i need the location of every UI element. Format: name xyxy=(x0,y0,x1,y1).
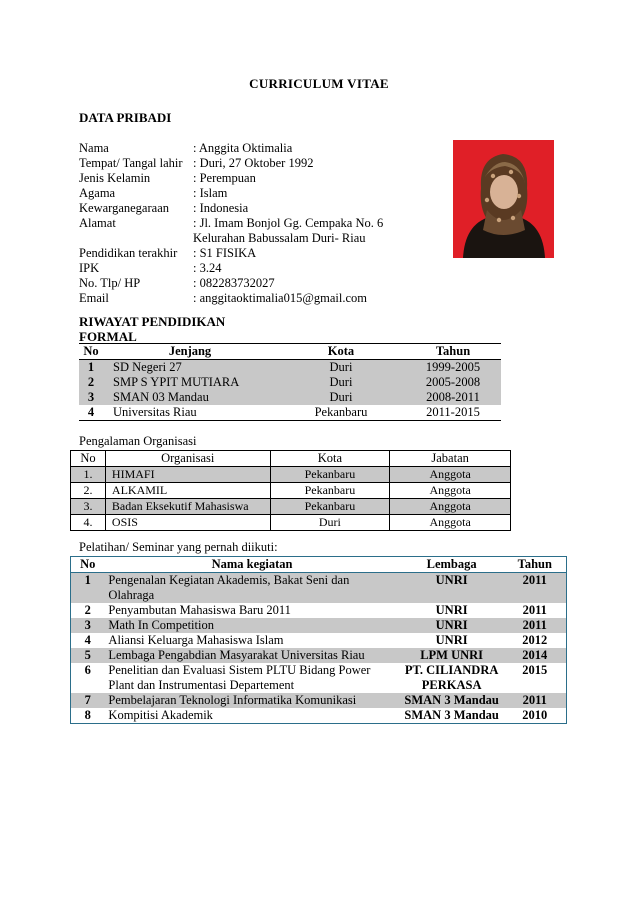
table-row xyxy=(71,693,567,708)
personal-label: Tempat/ Tangal lahir xyxy=(79,156,183,170)
cell-no: 4. xyxy=(71,515,106,531)
institution-line: UNRI xyxy=(435,633,468,647)
personal-row xyxy=(79,230,366,246)
cell-no: 3 xyxy=(79,390,103,405)
cell-activity xyxy=(104,573,399,604)
personal-value: : Islam xyxy=(193,186,228,200)
table-row xyxy=(71,467,511,483)
cell-year: 2011 xyxy=(504,693,567,708)
cell-year: 2011 xyxy=(504,573,567,604)
personal-label: Kewarganegaraan xyxy=(79,201,169,215)
institution-line: PERKASA xyxy=(421,678,482,692)
cell-institution xyxy=(400,693,504,708)
training-heading: Pelatihan/ Seminar yang pernah diikuti: xyxy=(79,540,278,554)
cell-city: Pekanbaru xyxy=(277,405,405,421)
page-title: CURRICULUM VITAE xyxy=(249,76,389,91)
personal-value: : Duri, 27 Oktober 1992 xyxy=(193,156,314,170)
cell-institution xyxy=(400,633,504,648)
cell-activity xyxy=(104,708,399,724)
col-header-level: Jenjang xyxy=(103,344,277,360)
institution-line: UNRI xyxy=(435,618,468,632)
activity-line: Penelitian dan Evaluasi Sistem PLTU Bidang Power xyxy=(108,663,371,677)
personal-label: IPK xyxy=(79,261,100,275)
personal-value: : 082283732027 xyxy=(193,276,275,290)
table-row xyxy=(71,603,567,618)
table-row xyxy=(71,515,511,531)
cell-position: Anggota xyxy=(390,483,511,499)
cell-institution xyxy=(400,663,504,693)
profile-photo xyxy=(453,140,554,258)
activity-line: Aliansi Keluarga Mahasiswa Islam xyxy=(108,633,284,647)
personal-heading: DATA PRIBADI xyxy=(79,110,172,125)
cell-institution xyxy=(400,708,504,724)
personal-label: Email xyxy=(79,291,109,305)
cell-position: Anggota xyxy=(390,515,511,531)
table-row xyxy=(79,360,501,376)
cell-no: 5 xyxy=(71,648,105,663)
personal-row xyxy=(79,275,275,291)
education-heading: RIWAYAT PENDIDIKAN xyxy=(79,314,226,329)
cell-institution xyxy=(400,603,504,618)
cell-year: 2014 xyxy=(504,648,567,663)
cell-year: 2005-2008 xyxy=(405,375,501,390)
table-row xyxy=(79,405,501,421)
personal-row xyxy=(79,140,292,156)
activity-line: Math In Competition xyxy=(108,618,214,632)
personal-label: Jenis Kelamin xyxy=(79,171,151,185)
col-header-year: Tahun xyxy=(504,557,567,573)
table-row xyxy=(79,390,501,405)
cell-year: 2011 xyxy=(522,603,547,617)
table-row xyxy=(71,483,511,499)
personal-label: Pendidikan terakhir xyxy=(79,246,178,260)
personal-value: : Indonesia xyxy=(193,201,249,215)
cell-no: 3 xyxy=(71,618,105,633)
cell-no: 8 xyxy=(71,708,105,724)
table-row xyxy=(71,618,567,633)
col-header-position: Jabatan xyxy=(390,451,511,467)
activity-line: Olahraga xyxy=(108,588,155,602)
personal-value: : 3.24 xyxy=(193,261,222,275)
organization-heading: Pengalaman Organisasi xyxy=(79,434,197,448)
table-row xyxy=(71,648,567,663)
col-header-no: No xyxy=(79,344,103,360)
cell-no: 3. xyxy=(71,499,106,515)
table-row xyxy=(71,573,567,604)
cell-activity xyxy=(104,693,399,708)
col-header-no: No xyxy=(71,557,105,573)
personal-row xyxy=(79,260,221,276)
activity-line: Lembaga Pengabdian Masyarakat Universitas Riau xyxy=(108,648,365,662)
institution-line: SMAN 3 Mandau xyxy=(404,693,499,707)
cell-organization: OSIS xyxy=(105,515,270,531)
training-table xyxy=(70,556,567,724)
cell-activity xyxy=(104,618,399,633)
cell-activity xyxy=(104,603,399,618)
col-header-no: No xyxy=(71,451,106,467)
cell-year: 1999-2005 xyxy=(405,360,501,376)
institution-line: LPM UNRI xyxy=(420,648,484,662)
cell-activity xyxy=(104,663,399,693)
cell-institution xyxy=(400,648,504,663)
activity-line: Kompitisi Akademik xyxy=(108,708,213,722)
activity-line: Pengenalan Kegiatan Akademis, Bakat Seni dan xyxy=(108,573,350,587)
cell-institution xyxy=(400,618,504,633)
personal-row xyxy=(79,170,256,186)
education-table xyxy=(79,343,501,421)
cell-year: 2010 xyxy=(504,708,567,724)
table-row xyxy=(71,708,567,724)
cell-year: 2015 xyxy=(522,663,548,677)
personal-value: : Perempuan xyxy=(193,171,256,185)
cell-position: Anggota xyxy=(390,499,511,515)
personal-label: Nama xyxy=(79,141,109,155)
cell-no: 1. xyxy=(71,467,106,483)
activity-line: Penyambutan Mahasiswa Baru 2011 xyxy=(108,603,291,617)
cell-city: Pekanbaru xyxy=(270,467,390,483)
cell-institution xyxy=(400,573,504,604)
personal-value: : S1 FISIKA xyxy=(193,246,257,260)
cell-level: Universitas Riau xyxy=(103,405,277,421)
table-row xyxy=(71,633,567,648)
personal-row xyxy=(79,155,313,171)
cell-city: Duri xyxy=(277,375,405,390)
institution-line: UNRI xyxy=(435,603,468,617)
personal-row xyxy=(79,215,383,231)
cell-city: Pekanbaru xyxy=(270,499,390,515)
institution-line: UNRI xyxy=(435,573,468,587)
cell-city: Duri xyxy=(277,390,405,405)
personal-value: : Anggita Oktimalia xyxy=(193,141,293,155)
activity-line: Plant dan Instrumentasi Departement xyxy=(108,678,295,692)
cell-no: 7 xyxy=(71,693,105,708)
col-header-city: Kota xyxy=(270,451,390,467)
cell-organization: Badan Eksekutif Mahasiswa xyxy=(105,499,270,515)
cell-activity xyxy=(104,633,399,648)
col-header-year: Tahun xyxy=(405,344,501,360)
cell-activity xyxy=(104,648,399,663)
personal-row xyxy=(79,200,248,216)
personal-row xyxy=(79,245,256,261)
cell-no: 4 xyxy=(84,633,91,647)
cell-no: 2 xyxy=(84,603,91,617)
personal-value: Kelurahan Babussalam Duri- Riau xyxy=(193,231,366,245)
cell-year: 2011-2015 xyxy=(405,405,501,421)
cell-organization: ALKAMIL xyxy=(105,483,270,499)
personal-row xyxy=(79,185,227,201)
personal-value: : Jl. Imam Bonjol Gg. Cempaka No. 6 xyxy=(193,216,384,230)
organization-table xyxy=(70,450,511,531)
personal-value: : anggitaoktimalia015@gmail.com xyxy=(193,291,367,305)
cell-city: Duri xyxy=(270,515,390,531)
col-header-activity: Nama kegiatan xyxy=(104,557,399,573)
table-row xyxy=(71,499,511,515)
cell-no: 2. xyxy=(71,483,106,499)
cell-no: 4 xyxy=(79,405,103,421)
cell-no: 6 xyxy=(84,663,91,677)
col-header-institution: Lembaga xyxy=(400,557,504,573)
personal-label: Alamat xyxy=(79,216,116,230)
col-header-organization: Organisasi xyxy=(105,451,270,467)
cell-no: 2 xyxy=(79,375,103,390)
cell-year: 2012 xyxy=(522,633,548,647)
profile-photo-image xyxy=(453,140,554,258)
activity-line: Pembelajaran Teknologi Informatika Komunikasi xyxy=(108,693,357,707)
personal-label: No. Tlp/ HP xyxy=(79,276,141,290)
cell-level: SD Negeri 27 xyxy=(103,360,277,376)
personal-label: Agama xyxy=(79,186,116,200)
institution-line: PT. CILIANDRA xyxy=(404,663,499,677)
cell-position: Anggota xyxy=(390,467,511,483)
education-subheading: FORMAL xyxy=(79,329,137,344)
cell-no: 1 xyxy=(71,573,105,604)
cell-level: SMP S YPIT MUTIARA xyxy=(103,375,277,390)
cell-city: Pekanbaru xyxy=(270,483,390,499)
cell-year: 2008-2011 xyxy=(405,390,501,405)
cell-level: SMAN 03 Mandau xyxy=(103,390,277,405)
cell-organization: HIMAFI xyxy=(105,467,270,483)
institution-line: SMAN 3 Mandau xyxy=(404,708,499,722)
table-row xyxy=(71,663,567,693)
table-row xyxy=(79,375,501,390)
personal-row xyxy=(79,290,367,306)
col-header-city: Kota xyxy=(277,344,405,360)
cell-city: Duri xyxy=(277,360,405,376)
cell-year: 2011 xyxy=(504,618,567,633)
cell-no: 1 xyxy=(79,360,103,376)
